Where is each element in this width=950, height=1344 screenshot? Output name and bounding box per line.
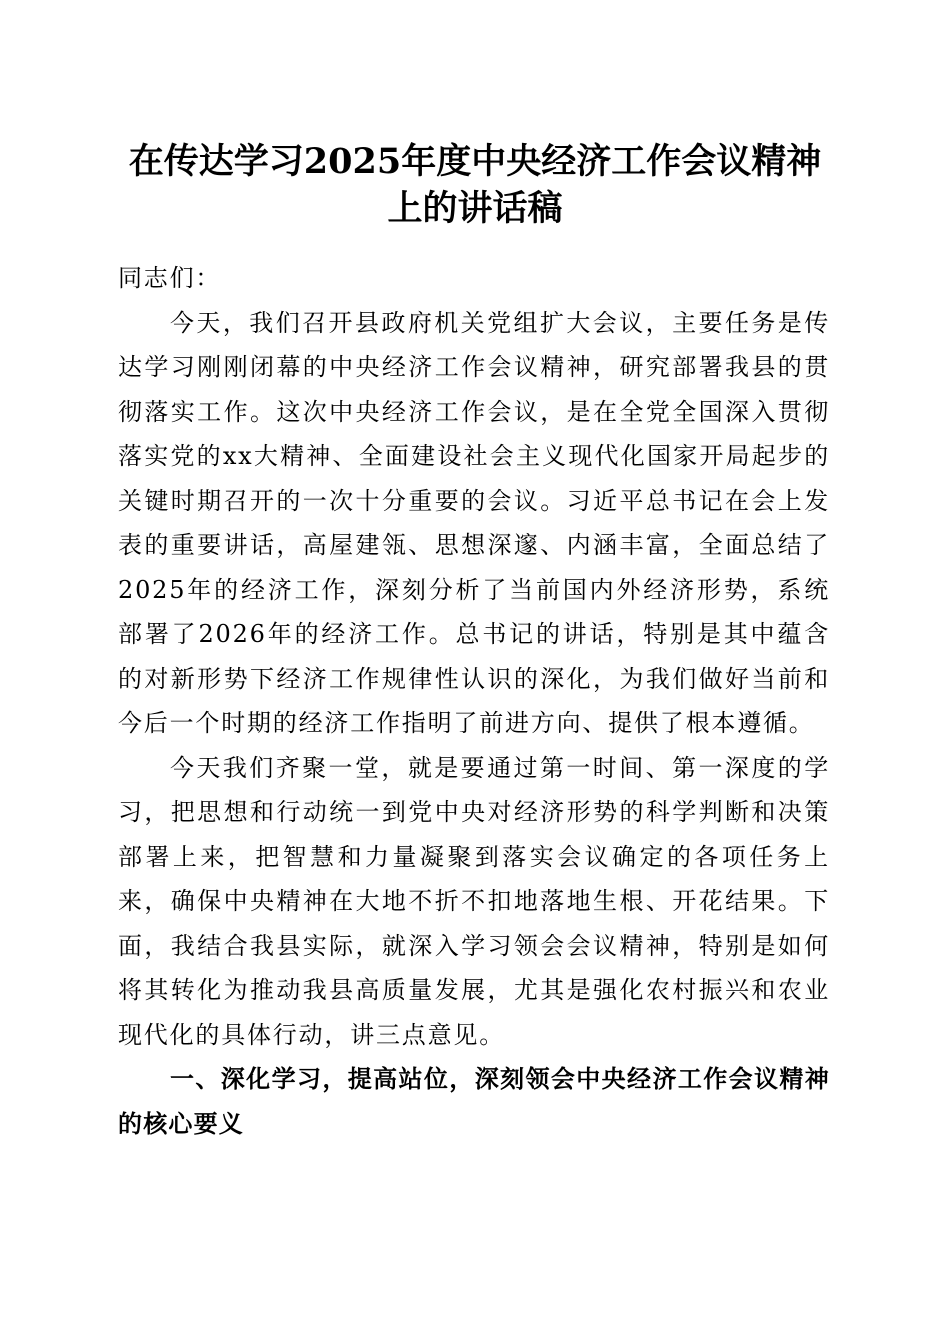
paragraph-purpose: 今天我们齐聚一堂，就是要通过第一时间、第一深度的学习，把思想和行动统一到党中央对经济形势的科学判断和决策部署上来，把智慧和力量凝聚到落实会议确定的各项任务上来，确保中央精神在大地不折不扣地落地生根、开花结果。下面，我结合我县实际，就深入学习领会会议精神，特别是如何将其转化为推动我县高质量发展，尤其是强化农村振兴和农业现代化的具体行动，讲三点意见。 bbox=[118, 753, 830, 1049]
paragraph-intro: 今天，我们召开县政府机关党组扩大会议，主要任务是传达学习刚刚闭幕的中央经济工作会议精神，研究部署我县的贯彻落实工作。这次中央经济工作会议，是在全党全国深入贯彻落实党的xx大精神、全面建设社会主义现代化国家开局起步的关键时期召开的一次十分重要的会议。习近平总书记在会上发表的重要讲话，高屋建瓴、思想深邃、内涵丰富，全面总结了2025年的经济工作，深刻分析了当前国内外经济形势，系统部署了2026年的经济工作。总书记的讲话，特别是其中蕴含的对新形势下经济工作规律性认识的深化，为我们做好当前和今后一个时期的经济工作指明了前进方向、提供了根本遵循。 bbox=[118, 308, 830, 737]
title-line-2: 上的讲话稿 bbox=[387, 188, 563, 229]
document-body bbox=[118, 256, 830, 1146]
document-title bbox=[110, 138, 840, 232]
title-line-1: 在传达学习2025年度中央经济工作会议精神 bbox=[128, 141, 822, 182]
section-heading-1: 一、深化学习，提高站位，深刻领会中央经济工作会议精神的核心要义 bbox=[118, 1065, 830, 1138]
salutation: 同志们： bbox=[118, 264, 222, 292]
